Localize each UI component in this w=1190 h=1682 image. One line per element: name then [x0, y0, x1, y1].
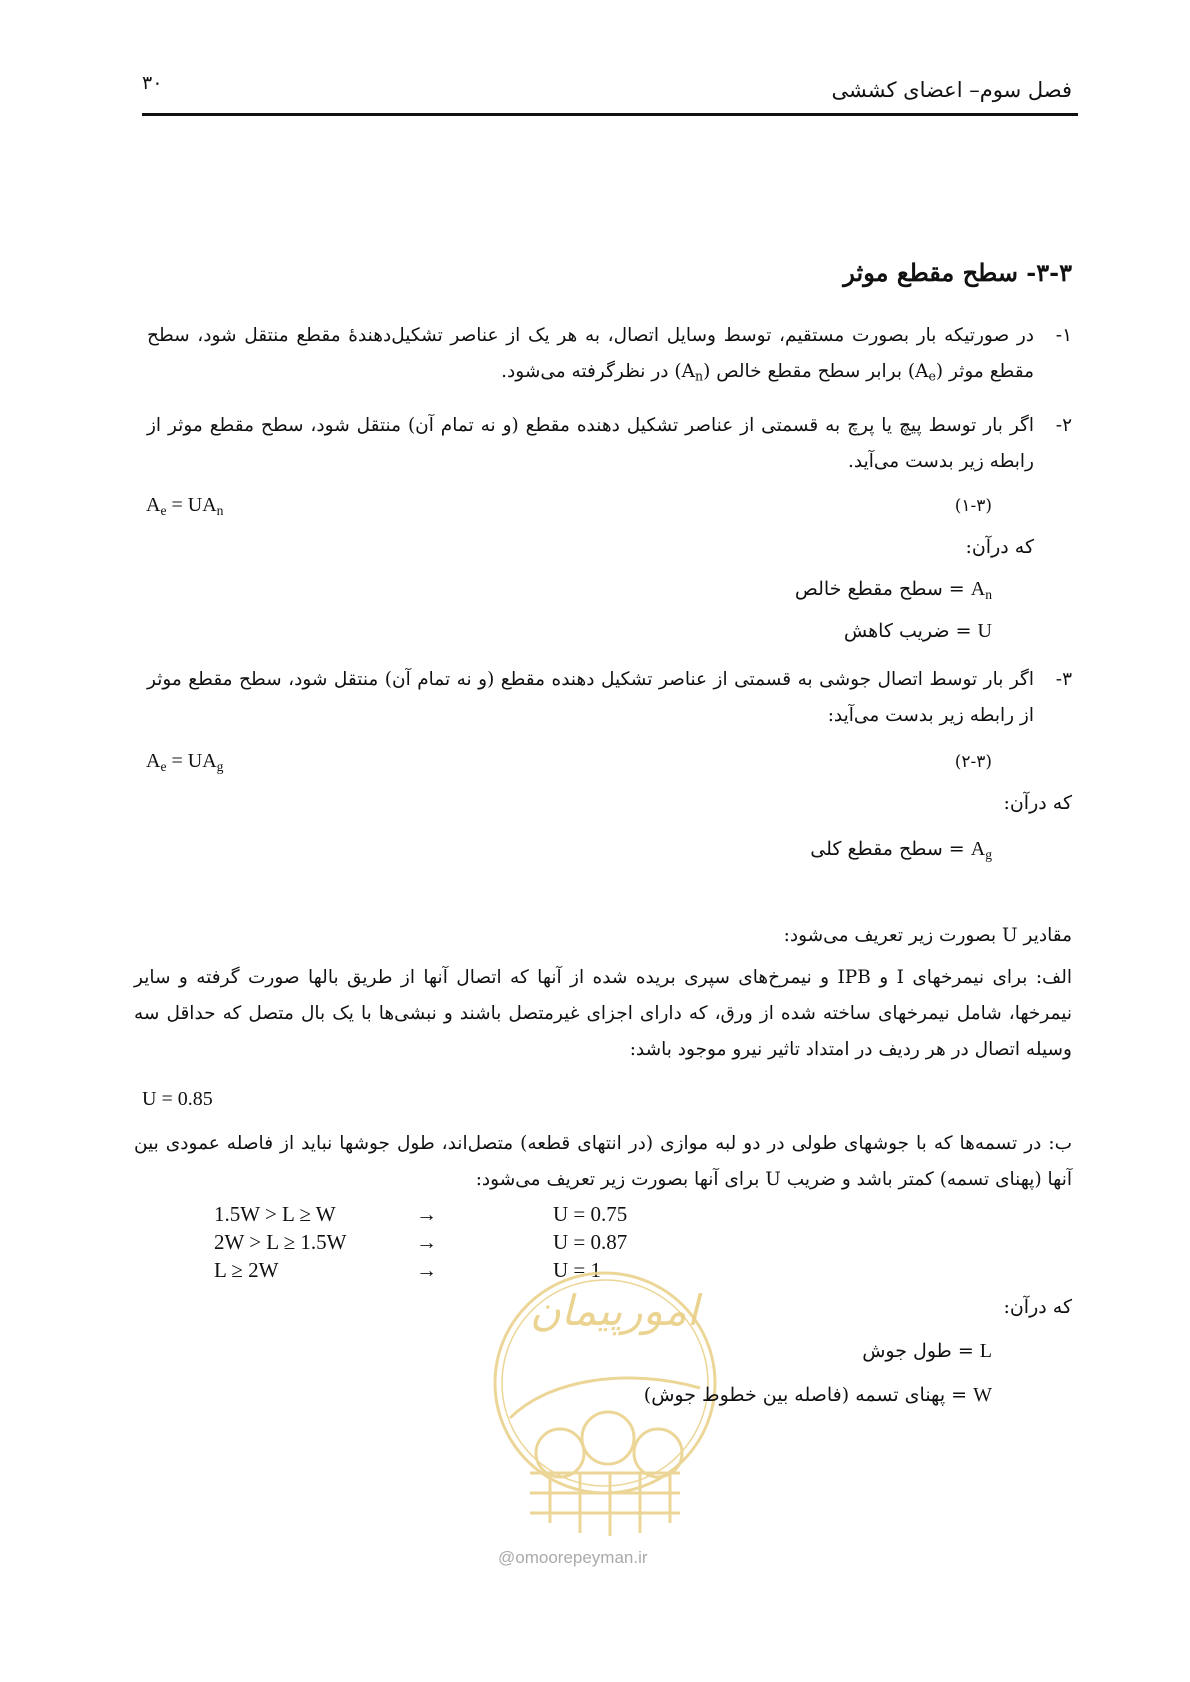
equation-3-1: $A_e = UA_n$ — [146, 494, 224, 518]
table-row — [214, 1202, 627, 1230]
case-result: U = 1 — [553, 1258, 602, 1282]
list-item-2 — [147, 408, 1072, 480]
arrow-icon: → — [416, 1202, 437, 1226]
item-marker: ۳- — [1055, 669, 1072, 690]
u-value-085: U = 0.85 — [142, 1088, 213, 1110]
equation-3-2: $A_e = UA_g$ — [146, 750, 224, 774]
case-result: U = 0.87 — [553, 1230, 628, 1254]
list-item-1 — [147, 318, 1072, 390]
watermark-logo-text: امورپیمان — [530, 1286, 699, 1335]
case-result: U = 0.75 — [553, 1202, 628, 1226]
where-label: که درآن: — [1003, 1296, 1072, 1318]
case-condition: 2W > L ≥ 1.5W — [214, 1230, 347, 1254]
equation-label: (۲-۳) — [954, 752, 992, 772]
paragraph-alef: الف: برای نیمرخهای I و IPB و نیمرخ‌های سپری بریده شده از آنها که اتصال آنها از طریق بالها صورت گرفته و سایر نیمرخها، شامل نیمرخهای ساخته شده از ورق، که دارای اجزای غیرمتصل باشند و نبشی‌ها با یک بال متصل که حداقل سه وسیله اتصال در هر ردیف در امتداد تاثیر نیرو موجود باشد: — [134, 967, 1072, 1060]
item-text: اگر بار توسط اتصال جوشی به قسمتی از عناصر تشکیل دهنده مقطع (و نه تمام آن) منتقل شود، سطح مقطع موثر از رابطه زیر بدست می‌آید: — [147, 669, 1034, 726]
definition-w: W = پهنای تسمه (فاصله بین خطوط جوش) — [643, 1384, 992, 1406]
item-marker: ۲- — [1055, 415, 1072, 436]
definition-u: U = ضریب کاهش — [843, 620, 992, 642]
equation-label: (۱-۳) — [954, 496, 992, 516]
header-rule — [142, 113, 1078, 116]
item-text: اگر بار توسط پیچ یا پرچ به قسمتی از عناصر تشکیل دهنده مقطع (و نه تمام آن) منتقل شود، سطح مقطع موثر از رابطه زیر بدست می‌آید. — [147, 415, 1034, 472]
where-label: که درآن: — [1003, 792, 1072, 814]
case-condition: L ≥ 2W — [214, 1258, 279, 1282]
definition-ag: $A_g$ = سطح مقطع کلی — [810, 838, 992, 862]
arrow-icon: → — [416, 1258, 437, 1282]
table-row — [214, 1230, 627, 1258]
arrow-icon: → — [416, 1230, 437, 1254]
definition-l: L = طول جوش — [862, 1340, 992, 1362]
definition-an: $A_n$ = سطح مقطع خالص — [794, 578, 992, 602]
watermark-logo — [490, 1268, 720, 1588]
item-marker: ۱- — [1055, 325, 1072, 346]
case-condition: 1.5W > L ≥ W — [214, 1202, 336, 1226]
paragraph-be: ب: در تسمه‌ها که با جوشهای طولی در دو لبه موازی (در انتهای قطعه) متصل‌اند، طول جوشها نباید از فاصله عمودی بین آنها (پهنای تسمه) کمتر باشد و ضریب U برای آنها بصورت زیر تعریف می‌شود: — [134, 1133, 1072, 1190]
item-text: در صورتیکه بار بصورت مستقیم، توسط وسایل اتصال، به هر یک از عناصر تشکیل‌دهندهٔ مقطع منتقل شود، سطح مقطع موثر $(A_e)$ برابر سطح مقطع خالص $(A_n)$ در نظرگرفته می‌شود. — [147, 325, 1034, 384]
where-label: که درآن: — [965, 536, 1034, 558]
watermark-site: @omoorepeyman.ir — [498, 1548, 648, 1567]
chapter-title: فصل سوم– اعضای کششی — [831, 78, 1072, 102]
page-number: ۳۰ — [142, 72, 163, 94]
u-intro: مقادیر U بصورت زیر تعریف می‌شود: — [783, 925, 1072, 946]
list-item-3 — [147, 662, 1072, 734]
section-title: ۳-۳- سطح مقطع موثر — [843, 258, 1072, 287]
